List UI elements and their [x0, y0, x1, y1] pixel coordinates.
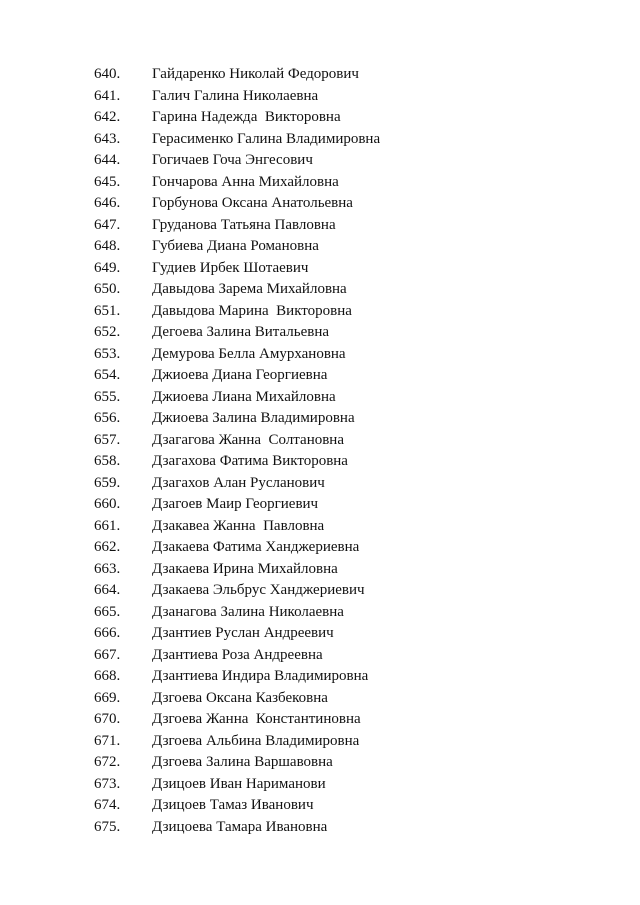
item-name: Дзгоева Залина Варшавовна [152, 754, 333, 770]
item-name: Дзгоева Оксана Казбековна [152, 689, 328, 706]
list-item [94, 107, 380, 129]
item-name: Дзакавеа Жанна Павловна [152, 517, 325, 534]
list-item [94, 344, 380, 366]
item-name: Давыдова Марина Викторовна [152, 302, 352, 319]
item-name: Дзицоев Иван Нариманови [152, 775, 326, 792]
item-number: 658. [94, 453, 121, 469]
item-number: 666. [94, 625, 121, 641]
item-number: 660. [94, 496, 121, 512]
item-number: 650. [94, 281, 121, 297]
list-item [94, 516, 380, 538]
list-item [94, 301, 380, 323]
item-number: 665. [94, 603, 121, 620]
item-number: 667. [94, 646, 121, 663]
item-name: Гарина Надежда Викторовна [152, 109, 341, 125]
list-item [94, 494, 380, 516]
list-item [94, 731, 380, 753]
list-item [94, 215, 380, 237]
item-name: Гончарова Анна Михайловна [152, 173, 339, 190]
item-name: Гогичаев Гоча Энгесович [152, 152, 313, 168]
item-number: 668. [94, 668, 121, 684]
item-name: Груданова Татьяна Павловна [152, 216, 336, 233]
item-number: 672. [94, 754, 121, 770]
item-number: 644. [94, 152, 121, 168]
list-item [94, 387, 380, 409]
list-item [94, 322, 380, 344]
item-number: 674. [94, 797, 121, 813]
item-name: Дзгоева Жанна Константиновна [152, 711, 361, 727]
item-name: Джиоева Лиана Михайловна [152, 388, 336, 405]
item-name: Гайдаренко Николай Федорович [152, 66, 359, 82]
item-name: Дзагахов Алан Русланович [152, 474, 325, 491]
item-number: 657. [94, 431, 121, 448]
item-number: 663. [94, 560, 121, 577]
list-item [94, 473, 380, 495]
list-item [94, 258, 380, 280]
list-item [94, 86, 380, 108]
list-item [94, 817, 380, 839]
list-item [94, 430, 380, 452]
item-name: Дзакаева Фатима Ханджериевна [152, 539, 360, 555]
item-number: 673. [94, 775, 121, 792]
list-item [94, 666, 380, 688]
list-item [94, 580, 380, 602]
list-item [94, 709, 380, 731]
list-item [94, 64, 380, 86]
list-item [94, 688, 380, 710]
item-number: 643. [94, 130, 121, 147]
item-name: Дегоева Залина Витальевна [152, 324, 330, 340]
item-number: 661. [94, 517, 121, 534]
item-name: Дзицоева Тамара Ивановна [152, 818, 328, 835]
item-number: 648. [94, 238, 121, 254]
item-number: 652. [94, 324, 121, 340]
item-number: 646. [94, 195, 121, 211]
item-number: 659. [94, 474, 121, 491]
item-name: Дзантиева Индира Владимировна [152, 668, 369, 684]
item-name: Дзгоева Альбина Владимировна [152, 732, 360, 749]
item-name: Дзакаева Эльбрус Ханджериевич [152, 582, 365, 598]
item-number: 651. [94, 302, 121, 319]
item-number: 675. [94, 818, 121, 835]
list-item [94, 236, 380, 258]
item-number: 664. [94, 582, 121, 598]
list-item [94, 279, 380, 301]
list-item [94, 451, 380, 473]
item-name: Галич Галина Николаевна [152, 87, 319, 104]
item-number: 640. [94, 66, 121, 82]
item-name: Дзакаева Ирина Михайловна [152, 560, 338, 577]
item-name: Дзантиева Роза Андреевна [152, 646, 323, 663]
item-number: 647. [94, 216, 121, 233]
list-item [94, 365, 380, 387]
item-name: Джиоева Залина Владимировна [152, 410, 355, 426]
item-name: Губиева Диана Романовна [152, 238, 319, 254]
item-name: Дзицоев Тамаз Иванович [152, 797, 314, 813]
item-name: Давыдова Зарема Михайловна [152, 281, 347, 297]
item-name: Дзанагова Залина Николаевна [152, 603, 344, 620]
name-list [94, 64, 380, 838]
item-number: 654. [94, 367, 121, 383]
list-item [94, 408, 380, 430]
item-number: 653. [94, 345, 121, 362]
list-item [94, 602, 380, 624]
list-item [94, 623, 380, 645]
item-number: 649. [94, 259, 121, 276]
list-item [94, 129, 380, 151]
item-number: 655. [94, 388, 121, 405]
item-name: Дзагоев Маир Георгиевич [152, 496, 319, 512]
list-item [94, 559, 380, 581]
item-name: Дзагахова Фатима Викторовна [152, 453, 348, 469]
item-number: 641. [94, 87, 121, 104]
item-name: Джиоева Диана Георгиевна [152, 367, 328, 383]
item-name: Гудиев Ирбек Шотаевич [152, 259, 309, 276]
item-number: 669. [94, 689, 121, 706]
list-item [94, 537, 380, 559]
item-name: Герасименко Галина Владимировна [152, 130, 381, 147]
list-item [94, 193, 380, 215]
item-number: 656. [94, 410, 121, 426]
list-item [94, 172, 380, 194]
list-item [94, 150, 380, 172]
item-name: Дзантиев Руслан Андреевич [152, 625, 334, 641]
list-item [94, 795, 380, 817]
item-name: Горбунова Оксана Анатольевна [152, 195, 353, 211]
item-number: 670. [94, 711, 121, 727]
list-item [94, 774, 380, 796]
item-name: Демурова Белла Амурхановна [152, 345, 346, 362]
item-number: 642. [94, 109, 121, 125]
item-number: 662. [94, 539, 121, 555]
item-name: Дзагагова Жанна Солтановна [152, 431, 344, 448]
item-number: 671. [94, 732, 121, 749]
item-number: 645. [94, 173, 121, 190]
list-item [94, 645, 380, 667]
list-item [94, 752, 380, 774]
